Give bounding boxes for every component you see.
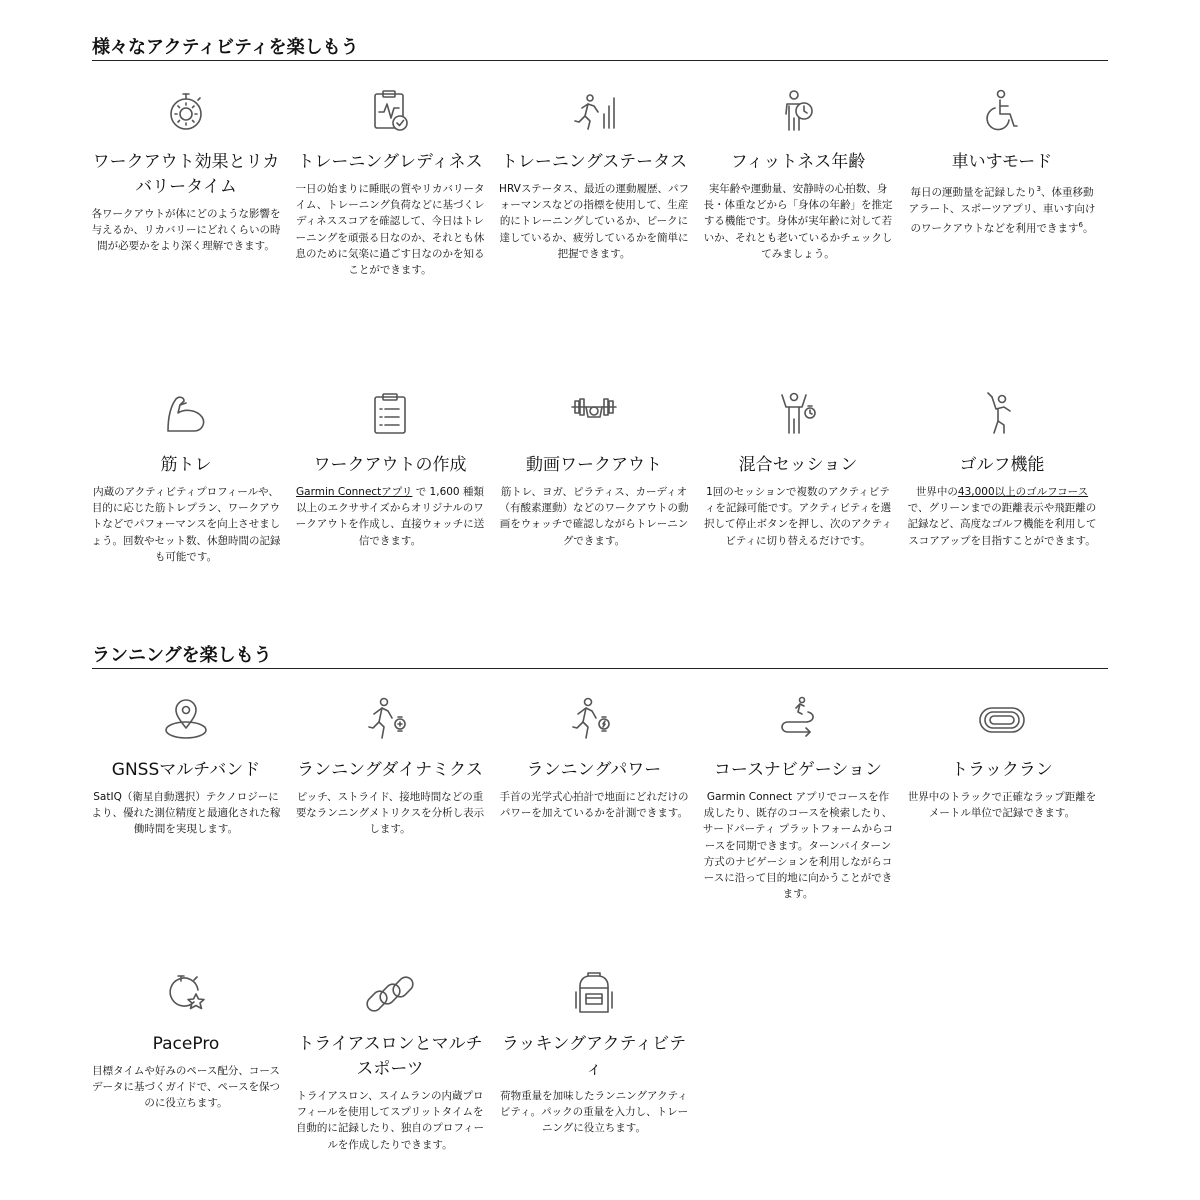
desc-text: 毎日の運動量を記録したり — [910, 186, 1037, 199]
fitness-age-icon — [772, 86, 824, 138]
feature-description: 実年齢や運動量、安静時の心拍数、身長・体重などから「身体の年齢」を推定する機能です。身体が実年齢に対して若いか、それとも老いているかチェックしてみましょう。 — [703, 183, 893, 260]
feature-description: 内蔵のアクティビティプロフィールや、目的に応じた筋トレプラン、ワークアウトなどでパフォーマンスを向上させましょう。回数やセット数、休憩時間の記録も可能です。 — [91, 486, 281, 563]
desc-text: で、グリーンまでの距離表示や飛距離の記録など、高度なゴルフ機能を利用してスコアアップを目指すことができます。 — [907, 502, 1097, 547]
feature-description: 手首の光学式心拍計で地面にどれだけのパワーを加えているかを計測できます。 — [499, 791, 689, 820]
feature-description: 筋トレ、ヨガ、ピラティス、カーディオ（有酸素運動）などのワークアウトの動画をウォッチで確認しながらトレーニングできます。 — [499, 486, 689, 547]
desc-text: で 1,600 種類以上のエクササイズからオリジナルのワークアウトを作成し、直接ウォッチに送信できます。 — [295, 486, 485, 547]
feature-card-course-navigation — [702, 694, 894, 902]
multisport-person-icon — [772, 389, 824, 441]
feature-title: ゴルフ機能 — [959, 455, 1045, 475]
section-title-activities: 様々なアクティビティを楽しもう — [92, 36, 1108, 61]
course-route-icon — [772, 694, 824, 746]
runner-bars-icon — [568, 86, 620, 138]
feature-title: フィットネス年齢 — [730, 152, 866, 172]
feature-description: 荷物重量を加味したランニングアクティビティ。パックの重量を入力し、トレーニングに役立ちます。 — [499, 1090, 689, 1135]
feature-title: コースナビゲーション — [713, 760, 883, 780]
clipboard-list-icon — [364, 389, 416, 441]
golf-courses-link[interactable]: 43,000以上のゴルフコース — [957, 486, 1089, 498]
desc-text: 、体重移動アラート、スポーツアプリ、車いす向けのワークアウトなどを利用できます — [908, 186, 1096, 235]
feature-card-golf — [906, 389, 1098, 549]
feature-title: GNSSマルチバンド — [111, 760, 261, 780]
feature-title: ランニングダイナミクス — [297, 760, 483, 780]
feature-card-wheelchair-mode — [906, 86, 1098, 237]
feature-title: 混合セッション — [738, 455, 858, 475]
feature-card-mixed-session — [702, 389, 894, 549]
feature-card-video-workout — [498, 389, 690, 549]
feature-description: 各ワークアウトが体にどのような影響を与えるか、リカバリーにどれくらいの時間が必要かをより深く理解できます。 — [91, 208, 281, 253]
section-title-running: ランニングを楽しもう — [92, 644, 1108, 669]
wheelchair-icon — [976, 86, 1028, 138]
feature-title: トレーニングステータス — [500, 152, 688, 172]
feature-description: ピッチ、ストライド、接地時間などの重要なランニングメトリクスを分析し表示します。 — [295, 791, 485, 836]
feature-card-workout-creation — [294, 389, 486, 549]
backpack-icon — [568, 968, 620, 1020]
desc-text: 世界中の — [915, 486, 958, 498]
golfer-icon — [976, 389, 1028, 441]
track-oval-icon — [976, 694, 1028, 746]
stopwatch-icon — [160, 86, 212, 138]
feature-title: 筋トレ — [160, 455, 212, 475]
feature-description — [906, 484, 1098, 549]
feature-description — [906, 181, 1098, 237]
footnote-mark: 3 — [1036, 185, 1041, 193]
triathlon-links-icon — [364, 968, 416, 1020]
barbell-icon — [568, 389, 620, 441]
feature-card-training-status — [498, 86, 690, 262]
flexed-arm-icon — [160, 389, 212, 441]
feature-description: HRVステータス、最近の運動履歴、パフォーマンスなどの指標を使用して、生産的にトレーニングしているか、ピークに達しているか、疲労しているかを簡単に把握できます。 — [499, 183, 689, 260]
feature-card-rucking — [498, 968, 690, 1137]
feature-description: 一日の始まりに睡眠の質やリカバリータイム、トレーニング負荷などに基づくレディネススコアを確認して、今日はトレーニングを頑張る日なのか、それとも休息のために気楽に過ごす日なのかを知ることができます。 — [295, 183, 485, 277]
feature-title: ランニングパワー — [526, 760, 662, 780]
feature-description: Garmin Connect アプリでコースを作成したり、既存のコースを検索したり、サードパーティ プラットフォームからコースを同期できます。ターンバイターン方式のナビゲーションを利用しながらコースに沿って目的地に向かうことができます。 — [702, 791, 894, 901]
feature-title: ワークアウトの作成 — [313, 455, 467, 475]
feature-title: PacePro — [152, 1034, 220, 1054]
runner-power-icon — [568, 694, 620, 746]
feature-card-gnss-multiband — [90, 694, 282, 838]
feature-title: トラックラン — [951, 760, 1053, 780]
feature-card-pacepro — [90, 968, 282, 1112]
clipboard-chart-icon — [364, 86, 416, 138]
garmin-connect-app-link[interactable]: Garmin Connectアプリ — [296, 486, 413, 498]
feature-description: トライアスロン、スイムランの内蔵プロフィールを使用してスプリットタイムを自動的に記録したり、独自のプロフィールを作成したりできます。 — [295, 1090, 485, 1151]
footnote-mark: 6 — [1078, 220, 1083, 229]
runner-watch-icon — [364, 694, 416, 746]
feature-title: ワークアウト効果とリカバリータイム — [92, 152, 280, 197]
feature-title: ラッキングアクティビティ — [501, 1034, 687, 1079]
feature-title: 車いすモード — [951, 152, 1053, 172]
feature-card-fitness-age — [702, 86, 894, 262]
feature-description — [294, 484, 486, 549]
feature-card-workout-benefit — [90, 86, 282, 255]
feature-card-running-dynamics — [294, 694, 486, 838]
feature-card-triathlon-multisport — [294, 968, 486, 1153]
stopwatch-star-icon — [160, 968, 212, 1020]
feature-card-strength-training — [90, 389, 282, 565]
feature-description: 1回のセッションで複数のアクティビティを記録可能です。アクティビティを選択して停止ボタンを押し、次のアクティビティに切り替えるだけです。 — [704, 486, 892, 547]
desc-text: 。 — [1082, 222, 1094, 235]
feature-card-track-run — [906, 694, 1098, 821]
feature-card-training-readiness — [294, 86, 486, 278]
feature-title: 動画ワークアウト — [526, 455, 662, 475]
gnss-pin-icon — [160, 694, 212, 746]
feature-description: 目標タイムや好みのペース配分、コースデータに基づくガイドで、ペースを保つのに役立ちます。 — [92, 1065, 280, 1110]
feature-card-running-power — [498, 694, 690, 821]
feature-title: トライアスロンとマルチスポーツ — [297, 1034, 483, 1079]
feature-title: トレーニングレディネス — [297, 152, 483, 172]
feature-description: SatIQ（衛星自動選択）テクノロジーにより、優れた測位精度と最適化された稼働時間を実現します。 — [91, 791, 281, 836]
feature-description: 世界中のトラックで正確なラップ距離をメートル単位で記録できます。 — [907, 791, 1097, 820]
